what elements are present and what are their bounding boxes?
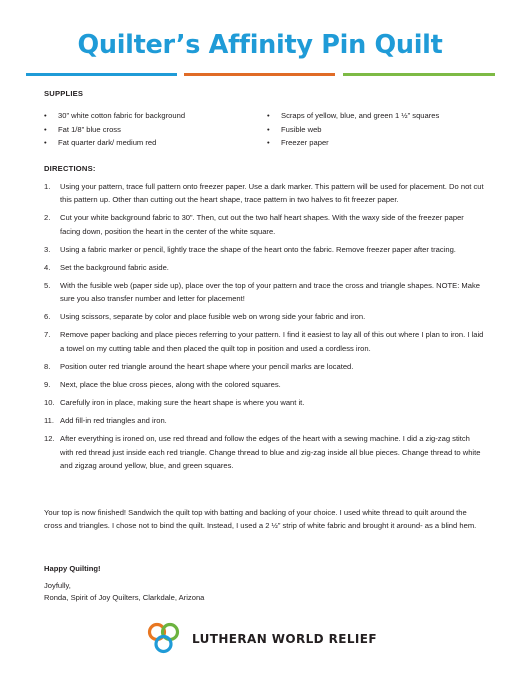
- supplies-list-right: [267, 109, 497, 150]
- step-number: 6.: [44, 312, 51, 322]
- step-text: Carefully iron in place, making sure the heart shape is where you want it.: [60, 398, 305, 408]
- step-number: 12.: [44, 434, 55, 444]
- step-text: Using a fabric marker or pencil, lightly trace the shape of the heart onto the fabric. Remove freezer paper after tracing.: [60, 244, 456, 254]
- step-text: Remove paper backing and place pieces referring to your pattern. I find it easiest to lay all of this out where I plan to iron. I laid a towel on my cutting table and then placed the quilt top in position and used a cordless iron.: [60, 330, 484, 353]
- direction-step: [44, 360, 484, 373]
- step-text: Using scissors, separate by color and place fusible web on wrong side your fabric and iron.: [60, 312, 366, 322]
- supplies-list-left: [44, 109, 254, 150]
- step-number: 2.: [44, 213, 51, 223]
- step-number: 9.: [44, 379, 51, 389]
- supply-item: • Freezer paper: [267, 136, 497, 150]
- supply-item: • Scraps of yellow, blue, and green 1 ½” squares: [267, 109, 497, 123]
- direction-step: [44, 310, 484, 323]
- supply-item: • Fusible web: [267, 123, 497, 137]
- step-number: 11.: [44, 416, 54, 426]
- closing-paragraph: Your top is now finished! Sandwich the quilt top with batting and backing of your choice. I used white thread to quilt around the cross and triangles. I chose not to bind the quilt. Instead, I used a 2 ½” strip of white fabric and brought it around- as a blind hem.: [44, 508, 477, 531]
- supply-item: • Fat 1/8” blue cross: [44, 123, 254, 137]
- direction-step: [44, 180, 484, 207]
- step-text: After everything is ironed on, use red thread and follow the edges of the heart with a sewing machine. I did a zig-zag stitch with red thread just inside each red triangle. Change thread to blue and zig-zag inside all blue pieces. Change thread to white and zigzag around yellow, blue, and green squares.: [60, 434, 481, 470]
- step-text: Set the background fabric aside.: [60, 262, 169, 272]
- step-text: Cut your white background fabric to 30”. Then, cut out the two half heart shapes. With the waxy side of the freezer paper facing down, position the heart in the center of the white square.: [60, 213, 464, 236]
- direction-step: [44, 378, 484, 391]
- direction-step: [44, 328, 484, 355]
- direction-step: [44, 243, 484, 256]
- supplies-heading: SUPPLIES: [44, 89, 84, 98]
- step-number: 10.: [44, 398, 55, 408]
- divider-blue: [26, 73, 177, 76]
- divider-green: [343, 73, 495, 76]
- directions-heading: DIRECTIONS:: [44, 164, 96, 173]
- step-number: 1.: [44, 182, 51, 191]
- direction-step: [44, 279, 484, 306]
- supply-item: • 30” white cotton fabric for background: [44, 109, 254, 123]
- step-text: Next, place the blue cross pieces, along with the colored squares.: [60, 379, 281, 389]
- signature-text: Ronda, Spirit of Joy Quilters, Clarkdale, Arizona: [44, 593, 205, 602]
- direction-step: [44, 414, 484, 427]
- step-text: With the fusible web (paper side up), place over the top of your pattern and trace the cross and triangle shapes. NOTE: Make sure you also transfer number and letter for placement!: [60, 280, 480, 304]
- directions-list: [44, 180, 484, 477]
- organization-name: LUTHERAN WORLD RELIEF: [192, 632, 377, 646]
- step-number: 8.: [44, 361, 51, 371]
- direction-step: [44, 432, 484, 472]
- trefoil-logo-icon: [146, 620, 182, 658]
- step-text: Using your pattern, trace full pattern onto freezer paper. Use a dark marker. This pattern will be used for placement. Do not cut this pattern up. Other than cutting out the heart shape, trace pattern in two halves to fit freezer paper.: [60, 182, 484, 205]
- divider-orange: [184, 73, 335, 76]
- step-text: Position outer red triangle around the heart shape where your pencil marks are located.: [60, 361, 354, 371]
- direction-step: [44, 261, 484, 274]
- page-title: Quilter’s Affinity Pin Quilt: [77, 30, 443, 60]
- direction-step: [44, 211, 484, 238]
- step-text: Add fill-in red triangles and iron.: [60, 416, 167, 426]
- happy-quilting-text: Happy Quilting!: [44, 564, 101, 573]
- supply-item: • Fat quarter dark/ medium red: [44, 136, 254, 150]
- direction-step: [44, 396, 484, 409]
- step-number: 5.: [44, 280, 51, 290]
- step-number: 3.: [44, 244, 51, 254]
- signoff-text: Joyfully,: [44, 581, 71, 590]
- step-number: 7.: [44, 330, 51, 340]
- step-number: 4.: [44, 262, 51, 272]
